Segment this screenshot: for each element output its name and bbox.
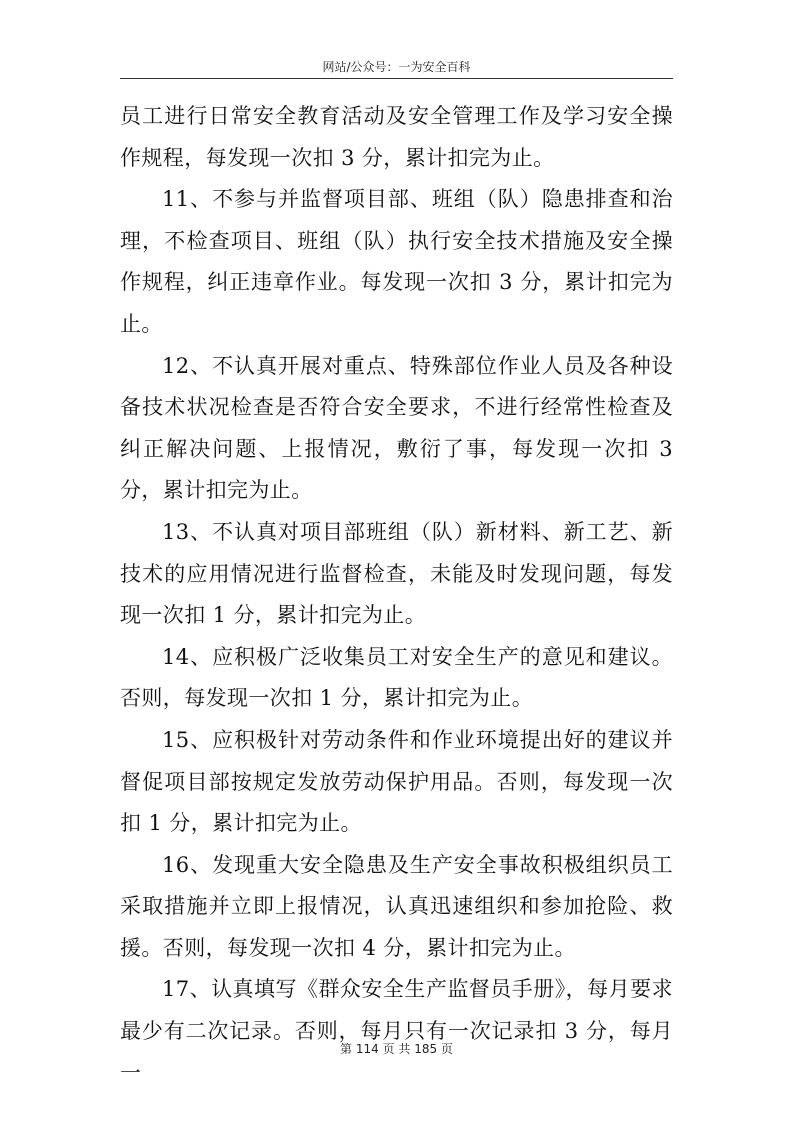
paragraph-item-16: 16、发现重大安全隐患及生产安全事故积极组织员工采取措施并立即上报情况，认真迅速组织和参加抢险、救援。否则，每发现一次扣 4 分，累计扣完为止。 bbox=[120, 852, 673, 960]
header-divider bbox=[120, 78, 673, 79]
paragraph-item-11: 11、不参与并监督项目部、班组（队）隐患排查和治理，不检查项目、班组（队）执行安全技术措施及安全操作规程，纠正违章作业。每发现一次扣 3 分，累计扣完为止。 bbox=[120, 187, 673, 336]
paragraph-item-15: 15、应积极针对劳动条件和作业环境提出好的建议并督促项目部按规定发放劳动保护用品。否则，每发现一次扣 1 分，累计扣完为止。 bbox=[120, 727, 673, 836]
paragraph-item-12: 12、不认真开展对重点、特殊部位作业人员及各种设备技术状况检查是否符合安全要求，不进行经常性检查及纠正解决问题、上报情况，敷衍了事，每发现一次扣 3 分，累计扣完为止。 bbox=[120, 353, 673, 503]
paragraph-continuation: 员工进行日常安全教育活动及安全管理工作及学习安全操作规程，每发现一次扣 3 分，累计扣完为止。 bbox=[120, 104, 673, 170]
paragraph-item-13: 13、不认真对项目部班组（队）新材料、新工艺、新技术的应用情况进行监督检查，未能及时发现问题，每发现一次扣 1 分，累计扣完为止。 bbox=[120, 519, 673, 628]
document-body bbox=[120, 96, 673, 1094]
page-footer: 第 114 页 共 185 页 bbox=[340, 1042, 453, 1056]
paragraph-item-17: 17、认真填写《群众安全生产监督员手册》，每月要求最少有二次记录。否则，每月只有一次记录扣 3 分，每月一 bbox=[120, 977, 673, 1085]
paragraph-item-14: 14、应积极广泛收集员工对安全生产的意见和建议。否则，每发现一次扣 1 分，累计扣完为止。 bbox=[120, 644, 673, 711]
page-header: 网站/公众号：一为安全百科 bbox=[322, 60, 471, 74]
